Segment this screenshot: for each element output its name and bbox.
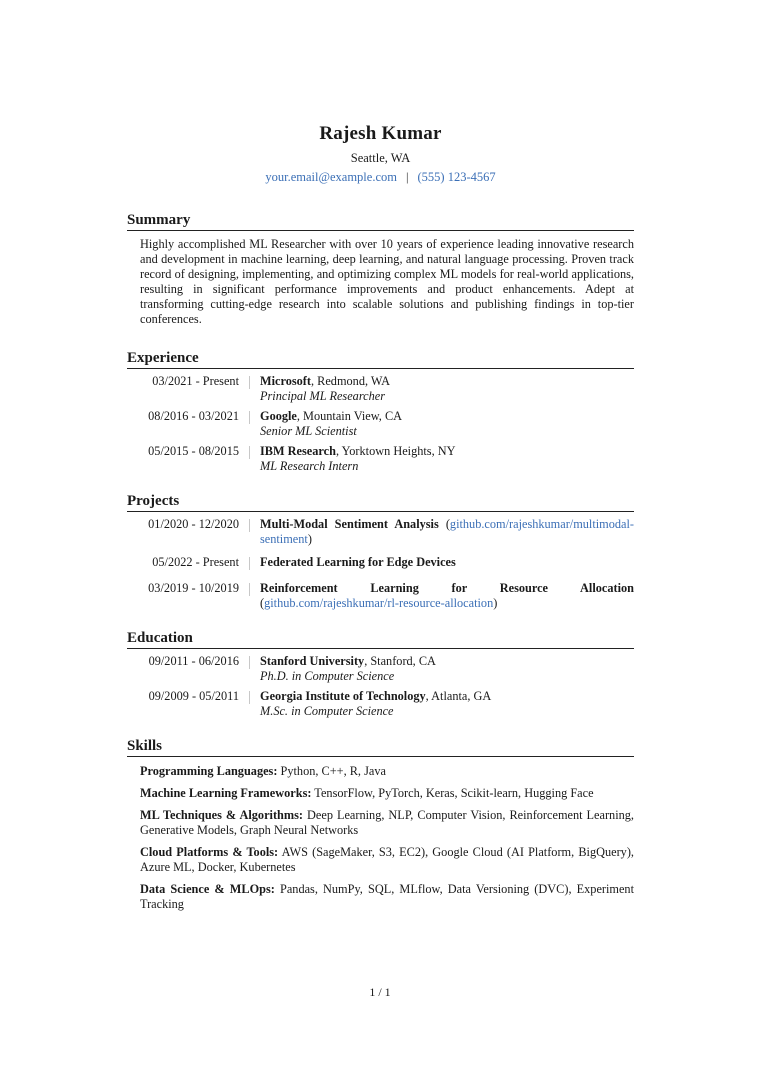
project-entry bbox=[127, 555, 634, 570]
resume-page bbox=[127, 0, 634, 912]
skill-value: AWS (SageMaker, S3, EC2), Google Cloud (AI Platform, BigQuery), Azure ML, Docker, Kubernetes bbox=[140, 845, 634, 874]
contact-line bbox=[127, 169, 634, 185]
degree-title: M.Sc. in Computer Science bbox=[260, 704, 394, 718]
skill-line bbox=[140, 764, 634, 779]
entry-content bbox=[260, 689, 634, 719]
education-entry bbox=[127, 689, 634, 719]
entry-content: Multi-Modal Sentiment Analysis (github.com/rajeshkumar/multimodal-sentiment) bbox=[260, 517, 634, 546]
employer-name: Google bbox=[260, 409, 297, 423]
skill-value: TensorFlow, PyTorch, Keras, Scikit-learn, Hugging Face bbox=[311, 786, 594, 800]
employer-name: IBM Research bbox=[260, 444, 336, 458]
skills-section bbox=[127, 737, 634, 912]
entry-date: 01/2020 - 12/2020 bbox=[148, 517, 239, 531]
employer-name: Microsoft bbox=[260, 374, 311, 388]
date-divider bbox=[249, 376, 250, 389]
skill-line bbox=[140, 808, 634, 838]
institution-name: Georgia Institute of Technology bbox=[260, 689, 426, 703]
section-title-summary: Summary bbox=[127, 211, 634, 231]
entry-date: 05/2022 - Present bbox=[152, 555, 239, 569]
date-divider bbox=[249, 691, 250, 704]
summary-section bbox=[127, 211, 634, 327]
experience-entry bbox=[127, 444, 634, 474]
summary-text: Highly accomplished ML Researcher with over 10 years of experience leading innovative research and development in machine learning, deep learning, and natural language processing. Proven track record of designing, implementing, and optimizing complex ML models for real-world applications, resulting in significant performance improvements and product enhancements. Adept at transforming cutting-edge research into scalable solutions and publishing findings in top-tier conferences. bbox=[140, 237, 634, 326]
entry-date: 09/2011 - 06/2016 bbox=[148, 654, 239, 668]
entry-content: Reinforcement Learning for Resource Allocation (github.com/rajeshkumar/rl-resource-allocation) bbox=[260, 581, 634, 610]
degree-title: Ph.D. in Computer Science bbox=[260, 669, 395, 683]
project-name: Multi-Modal Sentiment Analysis bbox=[260, 517, 439, 531]
email-link[interactable]: your.email@example.com bbox=[265, 170, 397, 184]
candidate-name: Rajesh Kumar bbox=[319, 123, 442, 144]
skill-value: Python, C++, R, Java bbox=[277, 764, 386, 778]
section-title-experience: Experience bbox=[127, 349, 634, 369]
date-divider bbox=[249, 656, 250, 669]
skill-label: Programming Languages: bbox=[140, 764, 278, 778]
page-number: 1 / 1 bbox=[369, 985, 391, 999]
entry-date: 05/2015 - 08/2015 bbox=[148, 444, 239, 458]
experience-entry bbox=[127, 374, 634, 404]
education-entry bbox=[127, 654, 634, 684]
entry-content bbox=[260, 654, 634, 684]
candidate-location: Seattle, WA bbox=[350, 151, 411, 165]
skill-line bbox=[140, 845, 634, 875]
education-section bbox=[127, 629, 634, 719]
institution-name: Stanford University bbox=[260, 654, 365, 668]
employer-location: , Redmond, WA bbox=[311, 374, 391, 388]
entry-date: 03/2021 - Present bbox=[152, 374, 239, 388]
entry-content bbox=[260, 409, 634, 439]
date-divider bbox=[249, 519, 250, 532]
date-divider bbox=[249, 557, 250, 570]
skill-value: Pandas, NumPy, SQL, MLflow, Data Versioning (DVC), Experiment Tracking bbox=[140, 882, 635, 911]
entry-date: 08/2016 - 03/2021 bbox=[148, 409, 239, 423]
date-divider bbox=[249, 411, 250, 424]
entry-date: 03/2019 - 10/2019 bbox=[148, 581, 239, 595]
institution-location: , Atlanta, GA bbox=[425, 689, 492, 703]
section-title-skills: Skills bbox=[127, 737, 634, 757]
project-name: Federated Learning for Edge Devices bbox=[260, 555, 456, 569]
resume-header bbox=[127, 122, 634, 185]
section-title-education: Education bbox=[127, 629, 634, 649]
project-name: Reinforcement Learning for Resource Allocation bbox=[260, 581, 634, 595]
skill-label: Data Science & MLOps: bbox=[140, 882, 275, 896]
job-title: Principal ML Researcher bbox=[260, 389, 385, 403]
project-link[interactable]: github.com/rajeshkumar/rl-resource-allocation bbox=[264, 596, 494, 610]
skill-label: Machine Learning Frameworks: bbox=[140, 786, 312, 800]
entry-date: 09/2009 - 05/2011 bbox=[148, 689, 239, 703]
projects-section bbox=[127, 492, 634, 611]
skill-value: Deep Learning, NLP, Computer Vision, Reinforcement Learning, Generative Models, Graph Neural Networks bbox=[140, 808, 634, 837]
experience-section bbox=[127, 349, 634, 474]
phone-link[interactable]: (555) 123-4567 bbox=[417, 170, 496, 184]
skill-label: Cloud Platforms & Tools: bbox=[140, 845, 279, 859]
skill-line bbox=[140, 786, 634, 801]
job-title: ML Research Intern bbox=[260, 459, 359, 473]
institution-location: , Stanford, CA bbox=[364, 654, 436, 668]
entry-content bbox=[260, 555, 634, 570]
date-divider bbox=[249, 446, 250, 459]
project-link[interactable]: github.com/rajeshkumar/multimodal-sentiment bbox=[260, 517, 634, 546]
entry-content bbox=[260, 374, 634, 404]
section-title-projects: Projects bbox=[127, 492, 634, 512]
date-divider bbox=[249, 583, 250, 596]
employer-location: , Yorktown Heights, NY bbox=[335, 444, 456, 458]
contact-separator: | bbox=[405, 170, 409, 184]
skill-label: ML Techniques & Algorithms: bbox=[140, 808, 304, 822]
experience-entry bbox=[127, 409, 634, 439]
entry-content bbox=[260, 444, 634, 474]
project-entry bbox=[127, 517, 634, 547]
skill-line bbox=[140, 882, 634, 912]
job-title: Senior ML Scientist bbox=[260, 424, 357, 438]
employer-location: , Mountain View, CA bbox=[296, 409, 403, 423]
project-entry bbox=[127, 581, 634, 611]
